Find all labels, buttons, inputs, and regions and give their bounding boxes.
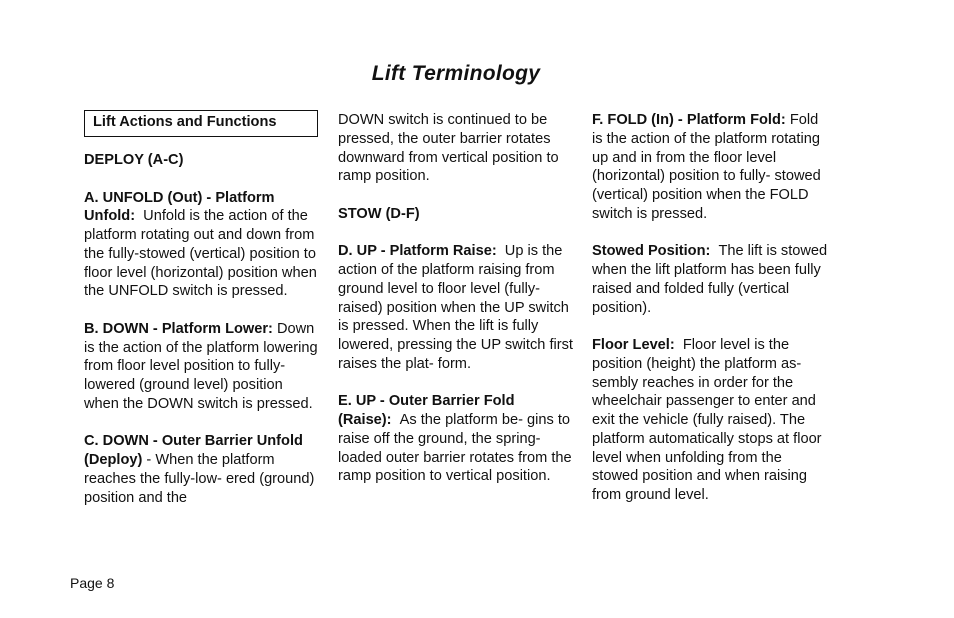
term-a [84,189,320,302]
term-e-body: As the platform be- gins to raise off the ground, the spring-loaded outer barrier rotates from the ramp position to vertical position. [338,412,572,485]
section-box-heading: Lift Actions and Functions [84,110,318,137]
term-c-body: - When the platform reaches the fully-low- ered (ground) position and the [84,452,315,506]
term-d-body: Up is the action of the platform raising from ground level to floor level (fully-raised) position when the UP switch is pressed. When the lift is fully lowered, pressing the UP switch first raises the plat- form. [338,243,573,372]
column-2 [338,111,574,505]
term-c [84,432,320,507]
term-f-body: Fold is the action of the platform rotating up and in from the floor level (horizontal) position to fully- stowed (vertical) position when the FOLD switch is pressed. [592,112,821,222]
term-e [338,392,574,486]
term-b [84,320,320,414]
term-a-body: Unfold is the action of the platform rotating out and down from the fully-stowed (vertical) position to floor level (horizontal) position when the UNFOLD switch is pressed. [84,208,317,300]
term-stowed [592,242,828,317]
column-1 [84,111,320,526]
term-a-heading: A. UNFOLD (Out) - Platform Unfold: [84,189,275,225]
term-f [592,111,828,224]
term-d [338,242,574,373]
deploy-heading: DEPLOY (A-C) [84,152,184,168]
page-number: Page 8 [70,575,115,591]
term-floor-body: Floor level is the position (height) the platform as- sembly reaches in order for the wheelchair passenger to enter and exit the vehicle (fully raised). The platform automatically stops at floor level when unfolding from the stowed position and when raising from ground level. [592,337,822,503]
term-c-heading: C. DOWN - Outer Barrier Unfold (Deploy) [84,433,303,468]
term-floor [592,336,828,505]
term-floor-heading: Floor Level: [592,337,675,353]
term-b-body: Down is the action of the platform lowering from floor level position to fully-lowered (ground level) position when the DOWN switch is pressed. [84,320,318,412]
term-e-heading: E. UP - Outer Barrier Fold (Raise): [338,393,515,428]
term-b-heading: B. DOWN - Platform Lower: [84,320,273,337]
column-3 [592,111,828,524]
term-f-heading: F. FOLD (In) - Platform Fold: [592,112,786,128]
stow-heading: STOW (D-F) [338,205,420,222]
term-d-heading: D. UP - Platform Raise: [338,243,497,260]
page-title: Lift Terminology [371,62,541,85]
term-stowed-body: The lift is stowed when the lift platform has been fully raised and folded fully (vertical position). [592,243,828,316]
term-stowed-heading: Stowed Position: [592,243,711,260]
term-c-continued: DOWN switch is continued to be pressed, the outer barrier rotates downward from vertical position to ramp position. [338,112,559,185]
